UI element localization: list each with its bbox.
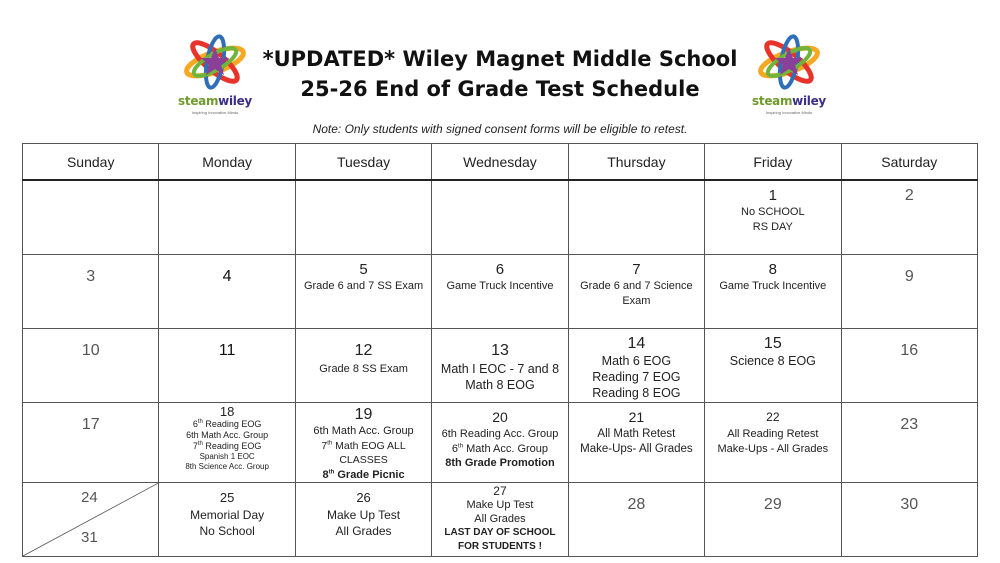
brand-wordmark: steamwiley <box>752 94 826 108</box>
day-number: 1 <box>768 187 777 204</box>
event-text: Math 6 EOG <box>601 354 672 368</box>
event-text: 6th Math Acc. Group <box>313 425 414 437</box>
title-line-2: 25-26 End of Grade Test Schedule <box>300 77 700 101</box>
brand-tagline: Inspiring Innovative Minds <box>765 110 813 115</box>
event-text: LAST DAY OF SCHOOL <box>444 527 556 538</box>
event-text: Math 8 EOG <box>465 378 535 392</box>
day-number: 30 <box>900 496 919 513</box>
header-sunday: Sunday <box>23 144 159 181</box>
day-cell <box>432 483 568 557</box>
brand-wordmark: steamwiley <box>178 94 252 108</box>
event-text: Game Truck Incentive <box>446 280 554 292</box>
day-number: 10 <box>81 342 100 359</box>
day-number: 29 <box>763 496 782 513</box>
event-text: All Grades <box>335 524 392 538</box>
event-text: 6th Math Acc. Group <box>186 430 269 440</box>
day-number: 14 <box>627 335 646 352</box>
consent-note: Note: Only students with signed consent forms will be eligible to retest. <box>312 122 688 136</box>
weekday-header-row <box>23 144 978 181</box>
day-number: 18 <box>219 404 235 419</box>
day-number: 17 <box>81 416 100 433</box>
day-cell <box>705 403 841 483</box>
header-monday: Monday <box>159 144 295 181</box>
header-saturday: Saturday <box>841 144 977 181</box>
event-text: Make Up Test <box>326 508 401 522</box>
day-number: 15 <box>763 335 782 352</box>
event-text: 7th Reading EOG <box>192 441 262 451</box>
week-row <box>23 403 978 483</box>
day-number: 7 <box>632 261 641 278</box>
event-text: 6th Reading Acc. Group <box>441 428 559 440</box>
event-text: All Math Retest <box>597 428 676 440</box>
day-cell-empty <box>23 180 159 255</box>
day-cell <box>295 255 431 329</box>
event-text: Reading 8 EOG <box>592 386 681 400</box>
event-text: All Grades <box>474 513 526 525</box>
brand-tagline: Inspiring Innovative Minds <box>191 110 239 115</box>
day-number: 4 <box>222 268 232 285</box>
week-row <box>23 329 978 403</box>
day-cell <box>841 403 977 483</box>
day-cell <box>705 180 841 255</box>
day-number: 19 <box>354 406 373 423</box>
day-number: 20 <box>492 409 508 425</box>
day-cell <box>568 255 704 329</box>
day-cell <box>841 255 977 329</box>
day-cell <box>568 483 704 557</box>
header-wednesday: Wednesday <box>432 144 568 181</box>
day-cell <box>705 483 841 557</box>
event-text: No SCHOOL <box>741 206 805 218</box>
day-number: 11 <box>218 342 236 359</box>
day-cell <box>295 403 431 483</box>
event-text: Make-Ups- All Grades <box>580 442 693 455</box>
event-text: Grade 6 and 7 SS Exam <box>303 280 424 292</box>
event-text: Math I EOC - 7 and 8 <box>440 362 560 376</box>
event-text: Spanish 1 EOC <box>199 452 255 461</box>
event-text: 6th Math Acc. Group <box>451 442 549 455</box>
day-cell-split <box>23 483 159 557</box>
week-row <box>23 255 978 329</box>
day-number: 23 <box>900 416 919 433</box>
page-title <box>0 44 1000 104</box>
event-text: 8th Science Acc. Group <box>185 462 269 471</box>
day-number: 22 <box>766 410 780 424</box>
event-text: All Reading Retest <box>727 428 819 440</box>
day-cell <box>295 329 431 403</box>
day-cell-empty <box>295 180 431 255</box>
day-number: 12 <box>354 342 373 359</box>
day-number: 25 <box>219 490 235 505</box>
day-number: 28 <box>627 496 646 513</box>
day-number: 24 <box>81 489 98 506</box>
event-text: Make Up Test <box>466 499 534 511</box>
day-cell <box>841 329 977 403</box>
day-number: 26 <box>356 490 371 505</box>
day-number: 5 <box>359 261 368 278</box>
day-number: 3 <box>86 268 96 285</box>
week-row <box>23 483 978 557</box>
day-number: 13 <box>491 342 509 359</box>
day-number: 16 <box>900 342 919 359</box>
week-row <box>23 180 978 255</box>
day-number: 21 <box>628 409 645 425</box>
day-cell <box>705 329 841 403</box>
day-cell-empty <box>159 180 295 255</box>
event-text: Reading 7 EOG <box>592 370 681 384</box>
day-cell-empty <box>568 180 704 255</box>
day-cell <box>159 255 295 329</box>
day-cell <box>295 483 431 557</box>
day-cell <box>432 329 568 403</box>
day-cell <box>568 329 704 403</box>
day-cell-empty <box>432 180 568 255</box>
event-text: Make-Ups - All Grades <box>717 442 829 455</box>
event-text: Grade 6 and 7 Science Exam <box>580 280 693 307</box>
event-text: Science 8 EOG <box>729 354 816 368</box>
calendar-grid <box>22 143 978 557</box>
day-cell <box>159 329 295 403</box>
day-cell <box>568 403 704 483</box>
day-cell <box>432 403 568 483</box>
day-cell <box>159 403 295 483</box>
event-text: 8th Grade Promotion <box>445 457 555 469</box>
day-cell <box>23 403 159 483</box>
day-number: 27 <box>493 484 507 498</box>
header-tuesday: Tuesday <box>295 144 431 181</box>
event-text: RS DAY <box>752 220 793 233</box>
day-cell <box>432 255 568 329</box>
day-cell <box>841 483 977 557</box>
header-thursday: Thursday <box>568 144 704 181</box>
day-cell <box>23 329 159 403</box>
event-text: Grade 8 SS Exam <box>319 363 408 375</box>
event-text: 7th Math EOG ALL CLASSES <box>321 439 406 466</box>
day-number: 6 <box>495 261 505 278</box>
event-text: FOR STUDENTS ! <box>458 541 542 552</box>
day-number: 9 <box>904 268 914 285</box>
day-cell <box>841 180 977 255</box>
event-text: No School <box>199 524 255 538</box>
event-text: 6th Reading EOG <box>192 419 262 429</box>
header-friday: Friday <box>705 144 841 181</box>
title-line-1: *UPDATED* Wiley Magnet Middle School <box>262 47 738 71</box>
event-text: Memorial Day <box>190 508 265 522</box>
day-cell <box>159 483 295 557</box>
event-text: Game Truck Incentive <box>719 280 827 292</box>
event-text: 8th Grade Picnic <box>322 468 405 481</box>
day-number: 8 <box>768 261 777 278</box>
day-number: 2 <box>904 187 914 204</box>
day-number: 31 <box>81 529 98 546</box>
day-cell <box>23 255 159 329</box>
day-cell <box>705 255 841 329</box>
